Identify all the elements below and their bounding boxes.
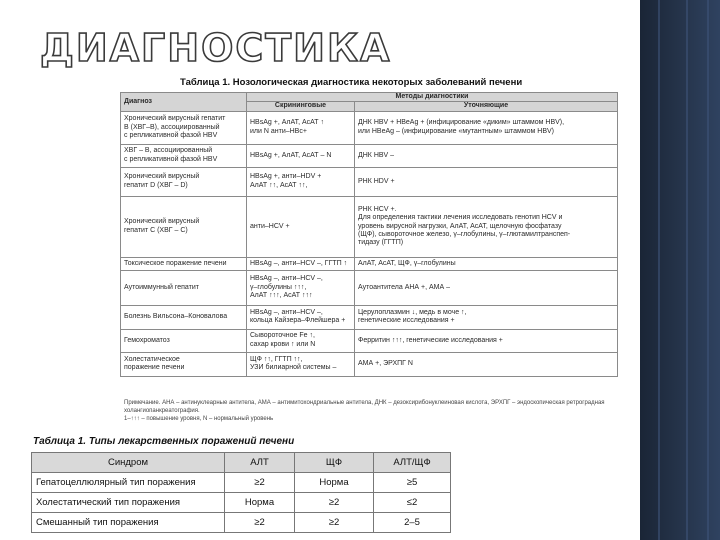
screening-cell: ЩФ ↑↑, ГГТП ↑↑, УЗИ билиарной системы – xyxy=(247,352,355,376)
table1-caption: Таблица 1. Нозологическая диагностика некоторых заболеваний печени xyxy=(180,77,523,88)
header-alp: ЩФ xyxy=(295,453,374,473)
table-row xyxy=(32,513,451,533)
drug-injury-table xyxy=(31,452,451,533)
diagnosis-cell: Токсическое поражение печени xyxy=(121,257,247,270)
alt-cell: ≥2 xyxy=(225,513,295,533)
ratio-cell: 2–5 xyxy=(374,513,451,533)
table-row xyxy=(121,167,618,196)
diagnosis-cell: Холестатическое поражение печени xyxy=(121,352,247,376)
slide-title: ДИАГНОСТИКА xyxy=(40,26,392,70)
screening-cell: HBsAg +, анти–HDV + АлАТ ↑↑, АсАТ ↑↑, xyxy=(247,167,355,196)
ratio-cell: ≤2 xyxy=(374,493,451,513)
clarifying-cell: РНК HCV +. Для определения тактики лечения исследовать генотип HCV и уровень вирусной нагрузки, АлАТ, АсАТ, щелочную фосфатазу (ЩФ), сывороточное железо, γ–глобулины, γ–глютамилтранспеп- тидазу (ГГТП) xyxy=(355,196,618,257)
alp-cell: Норма xyxy=(295,473,374,493)
screening-cell: HBsAg +, АлАТ, АсАТ – N xyxy=(247,144,355,167)
table-row xyxy=(121,257,618,270)
screening-cell: Сывороточное Fe ↑, сахар крови ↑ или N xyxy=(247,329,355,352)
screening-cell: анти–HCV + xyxy=(247,196,355,257)
table-row xyxy=(32,473,451,493)
alp-cell: ≥2 xyxy=(295,513,374,533)
screening-cell: HBsAg +, АлАТ, АсАТ ↑ или N анти–HBc+ xyxy=(247,111,355,144)
clarifying-cell: Аутоантитела АНА +, АМА – xyxy=(355,270,618,305)
decorative-side-panel xyxy=(640,0,720,540)
alp-cell: ≥2 xyxy=(295,493,374,513)
syndrome-cell: Гепатоцеллюлярный тип поражения xyxy=(32,473,225,493)
screening-cell: HBsAg –, анти–HCV –, ГГТП ↑ xyxy=(247,257,355,270)
syndrome-cell: Холестатический тип поражения xyxy=(32,493,225,513)
header-methods: Методы диагностики xyxy=(247,93,618,102)
diagnosis-cell: Болезнь Вильсона–Коновалова xyxy=(121,305,247,329)
alt-cell: Норма xyxy=(225,493,295,513)
nosology-table xyxy=(120,92,618,377)
screening-cell: HBsAg –, анти–HCV –, кольца Кайзера–Флейшера + xyxy=(247,305,355,329)
clarifying-cell: Ферритин ↑↑↑, генетические исследования + xyxy=(355,329,618,352)
alt-cell: ≥2 xyxy=(225,473,295,493)
table-row xyxy=(121,144,618,167)
table-row xyxy=(121,329,618,352)
clarifying-cell: Церулоплазмин ↓, медь в моче ↑, генетические исследования + xyxy=(355,305,618,329)
table-row xyxy=(121,352,618,376)
table-row xyxy=(121,111,618,144)
clarifying-cell: ДНК HBV – xyxy=(355,144,618,167)
ratio-cell: ≥5 xyxy=(374,473,451,493)
header-clarifying: Уточняющие xyxy=(355,102,618,111)
header-screening: Скрининговые xyxy=(247,102,355,111)
header-ratio: АЛТ/ЩФ xyxy=(374,453,451,473)
header-alt: АЛТ xyxy=(225,453,295,473)
clarifying-cell: РНК HDV + xyxy=(355,167,618,196)
diagnosis-cell: Хронический вирусный гепатит С (ХВГ – С) xyxy=(121,196,247,257)
clarifying-cell: АлАТ, АсАТ, ЩФ, γ–глобулины xyxy=(355,257,618,270)
header-diagnosis: Диагноз xyxy=(121,93,247,112)
table-row xyxy=(121,305,618,329)
table-row xyxy=(32,493,451,513)
table1-footnote: Примечание. АНА – антинуклеарные антитела, АМА – антимитохондриальные антитела, ДНК – дезоксирибонуклеиновая кислота, ЭРХПГ – эндоскопическая ретроградная холангиопанкреатография. 1–↑↑↑ – повышение уровня, N – нормальный уровень xyxy=(124,400,605,422)
diagnosis-cell: ХВГ – В, ассоциированный с репликативной фазой HBV xyxy=(121,144,247,167)
table-row xyxy=(121,270,618,305)
table-row xyxy=(121,196,618,257)
table2-caption: Таблица 1. Типы лекарственных поражений печени xyxy=(33,436,295,447)
header-syndrome: Синдром xyxy=(32,453,225,473)
clarifying-cell: ДНК HBV + HBeAg + (инфицирование «диким» штаммом HBV), или HBeAg – (инфицирование «мутантным» штаммом HBV) xyxy=(355,111,618,144)
syndrome-cell: Смешанный тип поражения xyxy=(32,513,225,533)
diagnosis-cell: Хронический вирусный гепатит D (ХВГ – D) xyxy=(121,167,247,196)
diagnosis-cell: Аутоиммунный гепатит xyxy=(121,270,247,305)
screening-cell: HBsAg –, анти–HCV –, γ–глобулины ↑↑↑, АлАТ ↑↑↑, АсАТ ↑↑↑ xyxy=(247,270,355,305)
clarifying-cell: АМА +, ЭРХПГ N xyxy=(355,352,618,376)
diagnosis-cell: Гемохроматоз xyxy=(121,329,247,352)
diagnosis-cell: Хронический вирусный гепатит В (ХВГ–В), ассоциированный с репликативной фазой HBV xyxy=(121,111,247,144)
